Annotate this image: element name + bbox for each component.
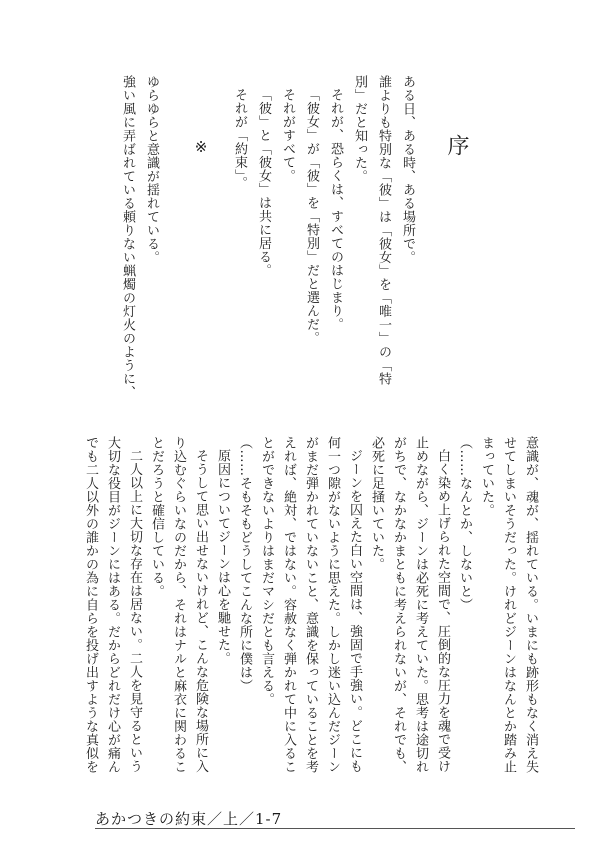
text-line: 止めながら、ジーンは必死に考えていた。思考は途切れ	[413, 436, 428, 774]
text-line: 誰よりも特別な「彼」は「彼女」を「唯一」の「特	[376, 75, 391, 386]
text-line: とができないよりはまだマシだとも言える。	[259, 436, 274, 706]
text-line: がちで、なかなかまともに考えられないが、それでも、	[391, 436, 406, 774]
text-line: せてしまいそうだった。けれどジーンはなんとか踏み止	[501, 436, 516, 774]
text-line: 大切な役目がジーンにはある。だからどれだけ心が痛ん	[105, 436, 120, 774]
page-footer: あかつきの約束／上／1-7	[95, 810, 283, 828]
text-line: えれば、絶対、ではない。容赦なく弾かれて中に入るこ	[281, 436, 296, 774]
text-line: ある日、ある時、ある場所で。	[400, 75, 415, 264]
text-line: り込むぐらいなのだから、それはナルと麻衣に関わるこ	[171, 436, 186, 774]
text-line: それが「約束」。	[232, 88, 247, 190]
text-line: それがすべて。	[280, 88, 295, 183]
text-line: ジーンを囚えた白い空間は、強固で手強い。どこにも	[347, 449, 362, 773]
title: 序	[444, 134, 469, 156]
text-line: とだろうと確信している。	[149, 436, 164, 598]
footer-rule	[95, 828, 575, 829]
text-line: 強い風に弄ばれている頼りない蝋燭の灯火のように、	[120, 75, 135, 399]
text-line: でも二人以外の誰かの為に自らを投げ出すような真似を	[83, 436, 98, 774]
text-line: 必死に足掻いていた。	[369, 436, 384, 571]
text-line: がまだ弾かれていないこと、意識を保っていることを考	[303, 436, 318, 774]
text-line: 「彼女」が「彼」を「特別」だと選んだ。	[304, 88, 319, 345]
text-line: ゆらゆらと意識が揺れている。	[144, 75, 159, 264]
text-line: 意識が、魂が、揺れている。いまにも跡形もなく消え失	[523, 436, 538, 774]
text-line: 何一つ隙がないように思えた。しかし迷い込んだジーン	[325, 436, 340, 774]
text-line: 原因についてジーンは心を馳せた。	[215, 449, 230, 665]
text-line: （……なんとか、しないと）	[457, 436, 472, 612]
text-line: まっていた。	[479, 436, 494, 517]
text-line: 別」だと知った。	[352, 75, 367, 183]
text-line: 白く染め上げられた空間で、圧倒的な圧力を魂で受け	[435, 449, 450, 773]
text-line: 二人以上に大切な存在は居ない。二人を見守るという	[127, 449, 142, 773]
text-line: それが、恐らくは、すべてのはじまり。	[328, 88, 343, 331]
text-line: 「彼」と「彼女」は共に居る。	[256, 88, 271, 277]
text-line: （……そもそもどうしてこんな所に僕は）	[237, 436, 252, 693]
section-separator: ※	[192, 138, 210, 156]
text-line: そうして思い出せないけれど、こんな危険な場所に入	[193, 449, 208, 773]
